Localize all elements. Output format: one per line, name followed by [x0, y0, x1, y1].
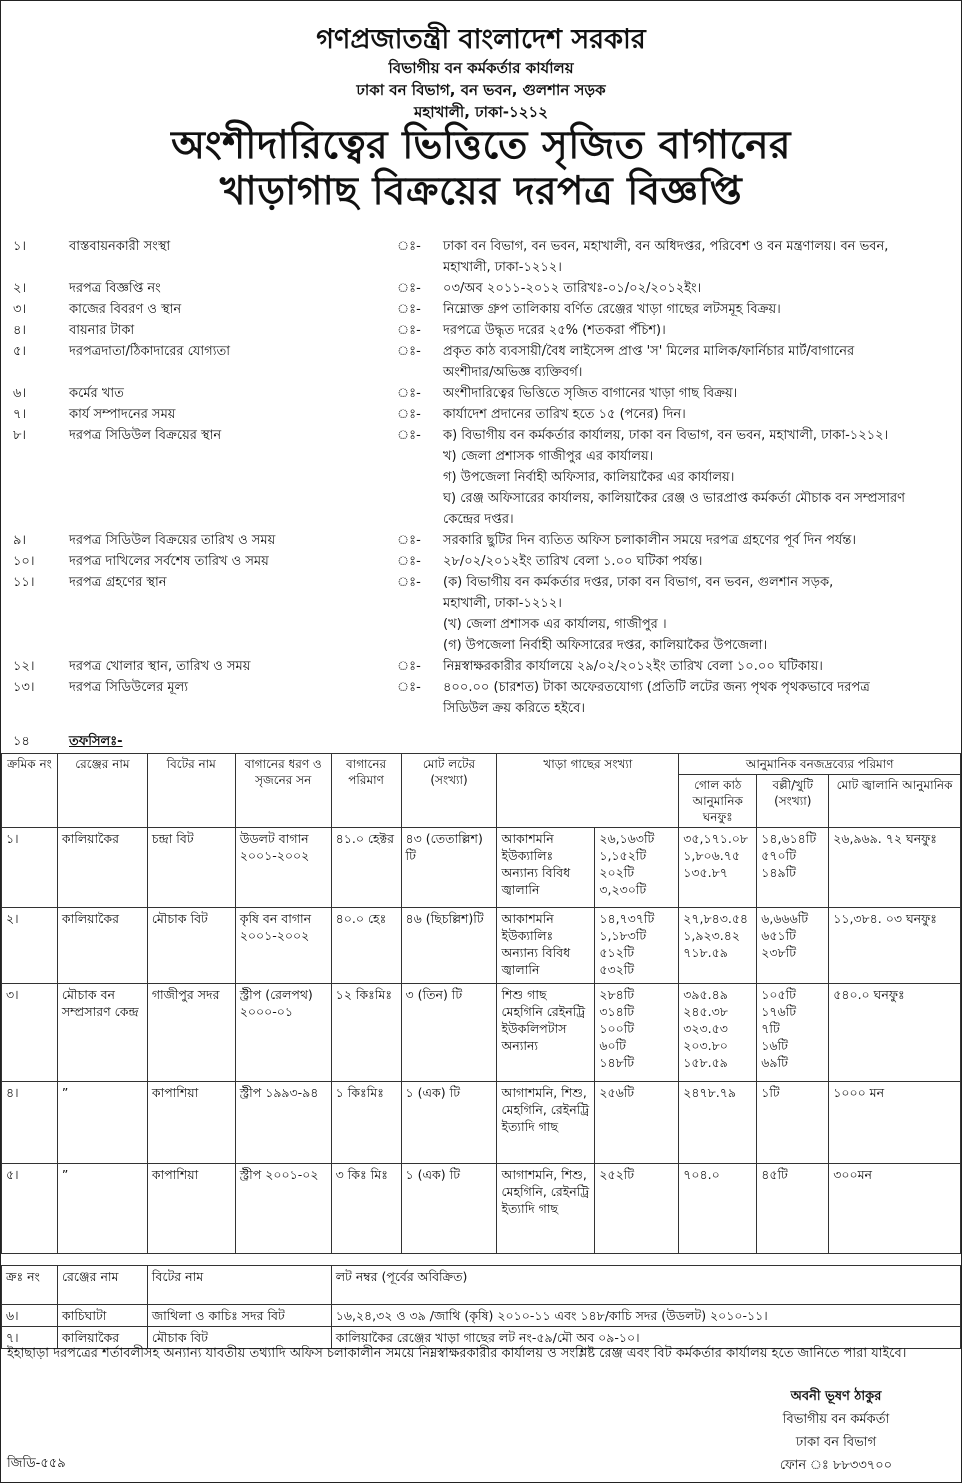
- cell-poles-line: ১৪,৬১৪টি: [761, 831, 817, 846]
- item-value: [443, 383, 957, 404]
- header-range: রেঞ্জের নাম: [57, 754, 147, 828]
- cell-lot-count: ১ (এক) টি: [401, 1164, 497, 1254]
- lot-schedule-table: [1, 753, 961, 1254]
- cell-fuel: ১০০০ মন: [829, 1082, 961, 1164]
- item-number: ৬।: [13, 386, 27, 401]
- table-row: [2, 1164, 961, 1254]
- table-header-row: [2, 754, 961, 775]
- item-value-line: ক) বিভাগীয় বন কর্মকর্তার কার্যালয়, ঢাকা বন বিভাগ, বন ভবন, মহাখালী, ঢাকা-১২১২।: [443, 428, 889, 443]
- cell-lot-count: ৩ (তিন) টি: [401, 984, 497, 1082]
- cell-counts: [595, 1082, 679, 1164]
- notice-item: [7, 320, 957, 341]
- unsold-lots-header-row: [2, 1266, 961, 1305]
- item-value-line: মহাখালী, ঢাকা-১২১২।: [443, 596, 562, 611]
- cell-range: ”: [57, 1082, 147, 1164]
- cell-logs-line: ২৭,৮৪৩.৫৪: [683, 911, 749, 926]
- notice-item: [7, 299, 957, 320]
- notice-item: [7, 341, 957, 383]
- item-value-line: সরকারি ছুটির দিন ব্যতিত অফিস চলাকালীন সময়ে দরপত্র গ্রহণের পূর্ব দিন পর্যন্ত।: [443, 533, 857, 548]
- header-beat: বিটের নাম: [147, 754, 235, 828]
- cell-garden-type: স্ট্রীপ ২০০১-০২: [235, 1164, 331, 1254]
- cell-serial: ২।: [2, 908, 58, 984]
- item-number: ১।: [13, 239, 27, 254]
- item-value-line: নিম্নোক্ত গ্রুপ তালিকায় বর্ণিত রেঞ্জের খাড়া গাছের লটসমূহ বিক্রয়।: [443, 302, 781, 317]
- cell-counts-line: ৫১২টি: [599, 945, 635, 960]
- item-value: [443, 299, 957, 320]
- cell-serial: ৬।: [2, 1305, 58, 1327]
- notice-item: [7, 677, 957, 719]
- cell-serial: ৩।: [2, 984, 58, 1082]
- cell-poles-line: ১৬টি: [761, 1038, 788, 1053]
- item-label: দরপত্র সিডিউল বিক্রয়ের তারিখ ও সময়: [69, 533, 276, 548]
- item-separator: ঃ-: [397, 281, 421, 296]
- signer-office: ঢাকা বন বিভাগ: [795, 1435, 877, 1450]
- government-title: গণপ্রজাতন্ত্রী বাংলাদেশ সরকার: [316, 24, 646, 55]
- item-label: দরপত্র বিজ্ঞপ্তি নং: [69, 281, 161, 296]
- signer-title: বিভাগীয় বন কর্মকর্তা: [782, 1412, 890, 1427]
- header-garden-size: বাগানের পরিমাণ: [331, 754, 401, 828]
- cell-species: আকাশমনি ইউক্যালিঃ অন্যান্য বিবিধ জ্বালানি: [497, 908, 595, 984]
- cell-logs-line: ১৫৮.৫৯: [683, 1055, 728, 1070]
- item-value: [443, 404, 957, 425]
- item-value-line: অংশীদারিত্বের ভিত্তিতে সৃজিত বাগানের খাড়া গাছ বিক্রয়।: [443, 386, 738, 401]
- signer-name: অবনী ভূষণ ঠাকুর: [790, 1389, 882, 1404]
- cell-lot-count: ১ (এক) টি: [401, 1082, 497, 1164]
- notice-item: [7, 236, 957, 278]
- cell-fuel: ৫৪০.০ ঘনফুঃ: [829, 984, 961, 1082]
- cell-fuel: ৩০০মন: [829, 1164, 961, 1254]
- item-label: দরপত্র খোলার স্থান, তারিখ ও সময়: [69, 659, 251, 674]
- cell-counts: [595, 908, 679, 984]
- cell-range: কাচিঘাটা: [57, 1305, 147, 1327]
- cell-garden-size: ৩ কিঃ মিঃ: [331, 1164, 401, 1254]
- header-fuel: মোট জ্বালানি আনুমানিক: [829, 775, 961, 828]
- cell-counts-line: ৬০টি: [599, 1038, 626, 1053]
- item-value-line: দরপত্রে উদ্ধৃত দরের ২৫% (শতকরা পঁচিশ)।: [443, 323, 666, 338]
- cell-garden-size: ৪১.০ হেক্টর: [331, 828, 401, 908]
- item-separator: ঃ-: [397, 386, 421, 401]
- cell-garden-type: স্ট্রীপ (রেলপথ) ২০০০-০১: [235, 984, 331, 1082]
- item-value-line: ২৮/০২/২০১২ইং তারিখ বেলা ১.০০ ঘটিকা পর্যন্ত।: [443, 554, 703, 569]
- cell-serial: ৭।: [2, 1327, 58, 1349]
- cell-logs-line: ১,৮০৬.৭৫: [683, 848, 740, 863]
- notice-item: [7, 404, 957, 425]
- cell-lot-number: ১৬,২৪,৩২ ও ৩৯ /জাথি (কৃষি) ২০১০-১১ এবং ১৪৮/কাচি সদর (উডলট) ২০১০-১১।: [331, 1305, 960, 1327]
- cell-counts-line: ২০২টি: [599, 865, 635, 880]
- item-separator: ঃ-: [397, 323, 421, 338]
- schedule-number: ১৪: [13, 734, 30, 749]
- header-beat: বিটের নাম: [147, 1266, 331, 1305]
- item-value: [443, 341, 957, 383]
- office-address-line-1: ঢাকা বন বিভাগ, বন ভবন, গুলশান সড়ক: [356, 81, 606, 99]
- unsold-lot-row: [2, 1305, 961, 1327]
- header-lot-count: মোট লটের (সংখ্যা): [401, 754, 497, 828]
- item-value-line: (ক) বিভাগীয় বন কর্মকর্তার দপ্তর, ঢাকা বন বিভাগ, বন ভবন, গুলশান সড়ক,: [443, 575, 834, 590]
- header-garden-type: বাগানের ধরণ ও সৃজনের সন: [235, 754, 331, 828]
- cell-poles-line: ১৭৬টি: [761, 1004, 797, 1019]
- notice-title-line-2: খাড়াগাছ বিক্রয়ের দরপত্র বিজ্ঞপ্তি: [219, 169, 743, 214]
- cell-species: আগাশমনি, শিশু, মেহগিনি, রেইনট্রি ইত্যাদি গাছ: [497, 1164, 595, 1254]
- item-value-line: সিডিউল ক্রয় করিতে হইবে।: [443, 701, 585, 716]
- cell-poles-line: ২৩৮টি: [761, 945, 797, 960]
- item-separator: ঃ-: [397, 407, 421, 422]
- cell-counts: [595, 1164, 679, 1254]
- item-label: কার্য সম্পাদনের সময়: [69, 407, 176, 422]
- item-number: ৭।: [13, 407, 27, 422]
- cell-species: শিশু গাছ মেহগিনি রেইনট্রি ইউকলিপটাস অন্যান্য: [497, 984, 595, 1082]
- cell-counts-line: ২৬,১৬৩টি: [599, 831, 655, 846]
- item-value: [443, 278, 957, 299]
- header-lot-number: লট নম্বর (পূর্বের অবিক্রিত): [331, 1266, 960, 1305]
- item-value: [443, 236, 957, 278]
- cell-beat: কাপাশিয়া: [147, 1164, 235, 1254]
- cell-fuel: ১১,৩৮৪. ০৩ ঘনফুঃ: [829, 908, 961, 984]
- cell-counts: [595, 828, 679, 908]
- item-value-line: অংশীদার/অভিজ্ঞ ব্যক্তিবর্গ।: [443, 365, 583, 380]
- cell-garden-size: ১ কিঃমিঃ: [331, 1082, 401, 1164]
- item-number: ৯।: [13, 533, 27, 548]
- cell-poles: [757, 984, 829, 1082]
- cell-counts-line: ১৪৮টি: [599, 1055, 635, 1070]
- notice-item: [7, 572, 957, 656]
- cell-beat: চন্দ্রা বিট: [147, 828, 235, 908]
- item-number: ১২।: [13, 659, 35, 674]
- item-label: কর্মের খাত: [69, 386, 124, 401]
- cell-beat: কাপাশিয়া: [147, 1082, 235, 1164]
- cell-species: আগাশমনি, শিশু, মেহগিনি, রেইনট্রি ইত্যাদি গাছ: [497, 1082, 595, 1164]
- cell-poles-line: ৭টি: [761, 1021, 780, 1036]
- cell-lot-number: কালিয়াকৈর রেঞ্জের খাড়া গাছের লট নং-৫৯/মৌ অব ০৯-১০।: [331, 1327, 960, 1349]
- header-serial: ক্রঃ নং: [2, 1266, 58, 1305]
- cell-poles-line: ৫৭০টি: [761, 848, 797, 863]
- cell-poles: [757, 1164, 829, 1254]
- lot-schedule-body: [2, 828, 961, 1254]
- item-number: ৮।: [13, 428, 27, 443]
- item-number: ১১।: [13, 575, 35, 590]
- schedule-label: তফসিলঃ-: [69, 734, 123, 749]
- item-value-line: খ) জেলা প্রশাসক গাজীপুর এর কার্যালয়।: [443, 449, 654, 464]
- signer-phone: ফোন ঃ ৮৮৩৩৭০০: [779, 1458, 893, 1473]
- signature-block: [721, 1385, 951, 1477]
- cell-logs: [679, 908, 757, 984]
- cell-range: কালিয়াকৈর: [57, 908, 147, 984]
- header-tree-count: খাড়া গাছের সংখ্যা: [497, 754, 679, 828]
- item-separator: ঃ-: [397, 575, 421, 590]
- item-value-line: মহাখালী, ঢাকা-১২১২।: [443, 260, 562, 275]
- footer-note: ইহাছাড়া দরপত্রের শর্তাবলীসহ অন্যান্য যাবতীয় তথ্যাদি অফিস চলাকালীন সময়ে নিম্নস্বাক্ষরকারীর কার্যালয় ও সংশ্লিষ্ট রেঞ্জ এবং বিট কর্মকর্তার কার্যালয় হতে জানিতে পারা যাইবে।: [7, 1346, 907, 1361]
- unsold-lots-table: [1, 1265, 961, 1349]
- cell-counts-line: ২৫৬টি: [599, 1085, 635, 1100]
- header-serial: ক্রমিক নং: [2, 754, 58, 828]
- cell-logs: [679, 1164, 757, 1254]
- cell-poles-line: ৬৯টি: [761, 1055, 788, 1070]
- item-label: কাজের বিবরণ ও স্থান: [69, 302, 182, 317]
- item-separator: ঃ-: [397, 659, 421, 674]
- header-log: গোল কাঠ আনুমানিক ঘনফুঃ: [679, 775, 757, 828]
- unsold-lots-body: [2, 1305, 961, 1349]
- cell-counts-line: ১,১৫২টি: [599, 848, 647, 863]
- cell-beat: মৌচাক বিট: [147, 1327, 331, 1349]
- cell-serial: ৪।: [2, 1082, 58, 1164]
- item-value: [443, 572, 957, 656]
- header-range: রেঞ্জের নাম: [57, 1266, 147, 1305]
- cell-logs: [679, 1082, 757, 1164]
- cell-logs-line: ২৪৭৮.৭৯: [683, 1085, 736, 1100]
- cell-poles-line: ১টি: [761, 1085, 780, 1100]
- item-value-line: (খ) জেলা প্রশাসক এর কার্যালয়, গাজীপুর ।: [443, 617, 667, 632]
- cell-logs-line: ৭১৮.৫৯: [683, 945, 728, 960]
- cell-serial: ১।: [2, 828, 58, 908]
- item-value: [443, 425, 957, 530]
- notice-title-line-1: অংশীদারিত্বের ভিত্তিতে সৃজিত বাগানের: [171, 123, 791, 168]
- gd-number: জিডি-৫৫৯: [7, 1456, 66, 1471]
- cell-poles-line: ১০৫টি: [761, 987, 796, 1002]
- cell-range: মৌচাক বন সম্প্রসারণ কেন্দ্র: [57, 984, 147, 1082]
- item-number: ২।: [13, 281, 27, 296]
- cell-garden-size: ১২ কিঃমিঃ: [331, 984, 401, 1082]
- item-label: দরপত্র দাখিলের সর্বশেষ তারিখ ও সময়: [69, 554, 269, 569]
- cell-poles: [757, 1082, 829, 1164]
- cell-counts-line: ২৮৪টি: [599, 987, 635, 1002]
- cell-garden-type: স্ট্রীপ ১৯৯৩-৯৪: [235, 1082, 331, 1164]
- item-value-line: কেন্দ্রের দপ্তর।: [443, 512, 514, 527]
- item-separator: ঃ-: [397, 302, 421, 317]
- notice-item: [7, 656, 957, 677]
- cell-garden-type: কৃষি বন বাগান ২০০১-২০০২: [235, 908, 331, 984]
- item-separator: ঃ-: [397, 344, 421, 359]
- notice-item: [7, 278, 957, 299]
- cell-counts-line: ৫৩২টি: [599, 962, 635, 977]
- item-value: [443, 530, 957, 551]
- item-value: [443, 320, 957, 341]
- table-row: [2, 908, 961, 984]
- cell-counts-line: ১,১৮৩টি: [599, 928, 647, 943]
- item-value-line: ঢাকা বন বিভাগ, বন ভবন, মহাখালী, বন অধিদপ্তর, পরিবেশ ও বন মন্ত্রণালয়। বন ভবন,: [443, 239, 889, 254]
- cell-logs: [679, 828, 757, 908]
- cell-counts-line: ১০০টি: [599, 1021, 635, 1036]
- item-value-line: ঘ) রেঞ্জ অফিসারের কার্যালয়, কালিয়াকৈর রেঞ্জ ও ভারপ্রাপ্ত কর্মকর্তা মৌচাক বন সম্প্রসারণ: [443, 491, 906, 506]
- cell-serial: ৫।: [2, 1164, 58, 1254]
- cell-poles-line: ১৪৯টি: [761, 865, 796, 880]
- item-separator: ঃ-: [397, 554, 421, 569]
- item-separator: ঃ-: [397, 239, 421, 254]
- notice-items-list: [7, 236, 957, 719]
- cell-logs-line: ১৩৫.৮৭: [683, 865, 728, 880]
- cell-logs-line: ২০৩.৮০: [683, 1038, 728, 1053]
- cell-poles-line: ৬৫১টি: [761, 928, 796, 943]
- cell-range: কালিয়াকৈর: [57, 1327, 147, 1349]
- item-value-line: ৪০০.০০ (চারশত) টাকা অফেরতযোগ্য (প্রতিটি লটের জন্য পৃথক পৃথকভাবে দরপত্র: [443, 680, 870, 695]
- item-value-line: প্রকৃত কাঠ ব্যবসায়ী/বৈধ লাইসেন্স প্রাপ্ত 'স' মিলের মালিক/ফার্নিচার মার্ট/বাগানের: [443, 344, 855, 359]
- item-label: দরপত্র সিডিউল বিক্রয়ের স্থান: [69, 428, 222, 443]
- item-value-line: গ) উপজেলা নির্বাহী অফিসার, কালিয়াকৈর এর কার্যালয়।: [443, 470, 735, 485]
- cell-poles: [757, 908, 829, 984]
- cell-logs-line: ৩৫,১৭১.০৮: [683, 831, 749, 846]
- office-name: বিভাগীয় বন কর্মকর্তার কার্যালয়: [388, 59, 574, 77]
- cell-beat: গাজীপুর সদর: [147, 984, 235, 1082]
- schedule-heading: [7, 732, 123, 753]
- table-row: [2, 828, 961, 908]
- cell-counts-line: ৩১৪টি: [599, 1004, 635, 1019]
- item-number: ১৩।: [13, 680, 35, 695]
- office-address-line-2: মহাখালী, ঢাকা-১২১২: [413, 103, 549, 121]
- cell-range: ”: [57, 1164, 147, 1254]
- cell-logs-line: ৭০৪.০: [683, 1167, 720, 1182]
- item-value: [443, 551, 957, 572]
- header-estimate-group: আনুমানিক বনজদ্রব্যের পরিমাণ: [679, 754, 961, 775]
- cell-poles-line: ৬,৬৬৬টি: [761, 911, 809, 926]
- item-value: [443, 677, 957, 719]
- cell-garden-size: ৪০.০ হেঃ: [331, 908, 401, 984]
- cell-species: আকাশমনি ইউক্যালিঃ অন্যান্য বিবিধ জ্বালানি: [497, 828, 595, 908]
- cell-logs-line: ৩৯৫.৪৯: [683, 987, 728, 1002]
- item-value: [443, 656, 957, 677]
- table-row: [2, 984, 961, 1082]
- item-label: বায়নার টাকা: [69, 323, 135, 338]
- item-value-line: কার্যাদেশ প্রদানের তারিখ হতে ১৫ (পনের) দিন।: [443, 407, 686, 422]
- notice-item: [7, 551, 957, 572]
- item-value-line: (গ) উপজেলা নির্বাহী অফিসারের দপ্তর, কালিয়াকৈর উপজেলা।: [443, 638, 768, 653]
- cell-lot-count: ৪৬ (ছিচল্লিশ)টি: [401, 908, 497, 984]
- item-label: বাস্তবায়নকারী সংস্থা: [69, 239, 171, 254]
- item-separator: ঃ-: [397, 680, 421, 695]
- cell-counts-line: ২৫২টি: [599, 1167, 635, 1182]
- cell-logs-line: ৩২৩.৫৩: [683, 1021, 728, 1036]
- item-number: ৫।: [13, 344, 27, 359]
- cell-counts-line: ৩,২৩০টি: [599, 882, 647, 897]
- table-row: [2, 1082, 961, 1164]
- cell-beat: জাথিলা ও কাচিঃ সদর বিট: [147, 1305, 331, 1327]
- item-number: ৪।: [13, 323, 27, 338]
- cell-lot-count: ৪৩ (তেতাল্লিশ) টি: [401, 828, 497, 908]
- notice-item: [7, 425, 957, 530]
- item-separator: ঃ-: [397, 428, 421, 443]
- cell-beat: মৌচাক বিট: [147, 908, 235, 984]
- item-label: দরপত্র গ্রহণের স্থান: [69, 575, 167, 590]
- cell-counts-line: ১৪,৭৩৭টি: [599, 911, 655, 926]
- item-value-line: ০৩/অব ২০১১-২০১২ তারিখঃ-০১/০২/২০১২ইং।: [443, 281, 702, 296]
- cell-counts: [595, 984, 679, 1082]
- item-number: ১০।: [13, 554, 35, 569]
- item-value-line: নিম্নস্বাক্ষরকারীর কার্যালয়ে ২৯/০২/২০১২ইং তারিখ বেলা ১০.০০ ঘটিকায়।: [443, 659, 823, 674]
- cell-range: কালিয়াকৈর: [57, 828, 147, 908]
- item-separator: ঃ-: [397, 533, 421, 548]
- item-label: দরপত্র সিডিউলের মূল্য: [69, 680, 189, 695]
- cell-logs-line: ২৪৫.৩৮: [683, 1004, 728, 1019]
- item-number: ৩।: [13, 302, 27, 317]
- item-label: দরপত্রদাতা/ঠিকাদারের যোগ্যতা: [69, 344, 230, 359]
- cell-logs: [679, 984, 757, 1082]
- notice-item: [7, 530, 957, 551]
- cell-fuel: ২৬,৯৬৯. ৭২ ঘনফুঃ: [829, 828, 961, 908]
- header-poles: বল্লী/খুটি (সংখ্যা): [757, 775, 829, 828]
- cell-garden-type: উডলট বাগান ২০০১-২০০২: [235, 828, 331, 908]
- cell-poles: [757, 828, 829, 908]
- cell-poles-line: ৪৫টি: [761, 1167, 788, 1182]
- cell-logs-line: ১,৯২৩.৪২: [683, 928, 740, 943]
- notice-item: [7, 383, 957, 404]
